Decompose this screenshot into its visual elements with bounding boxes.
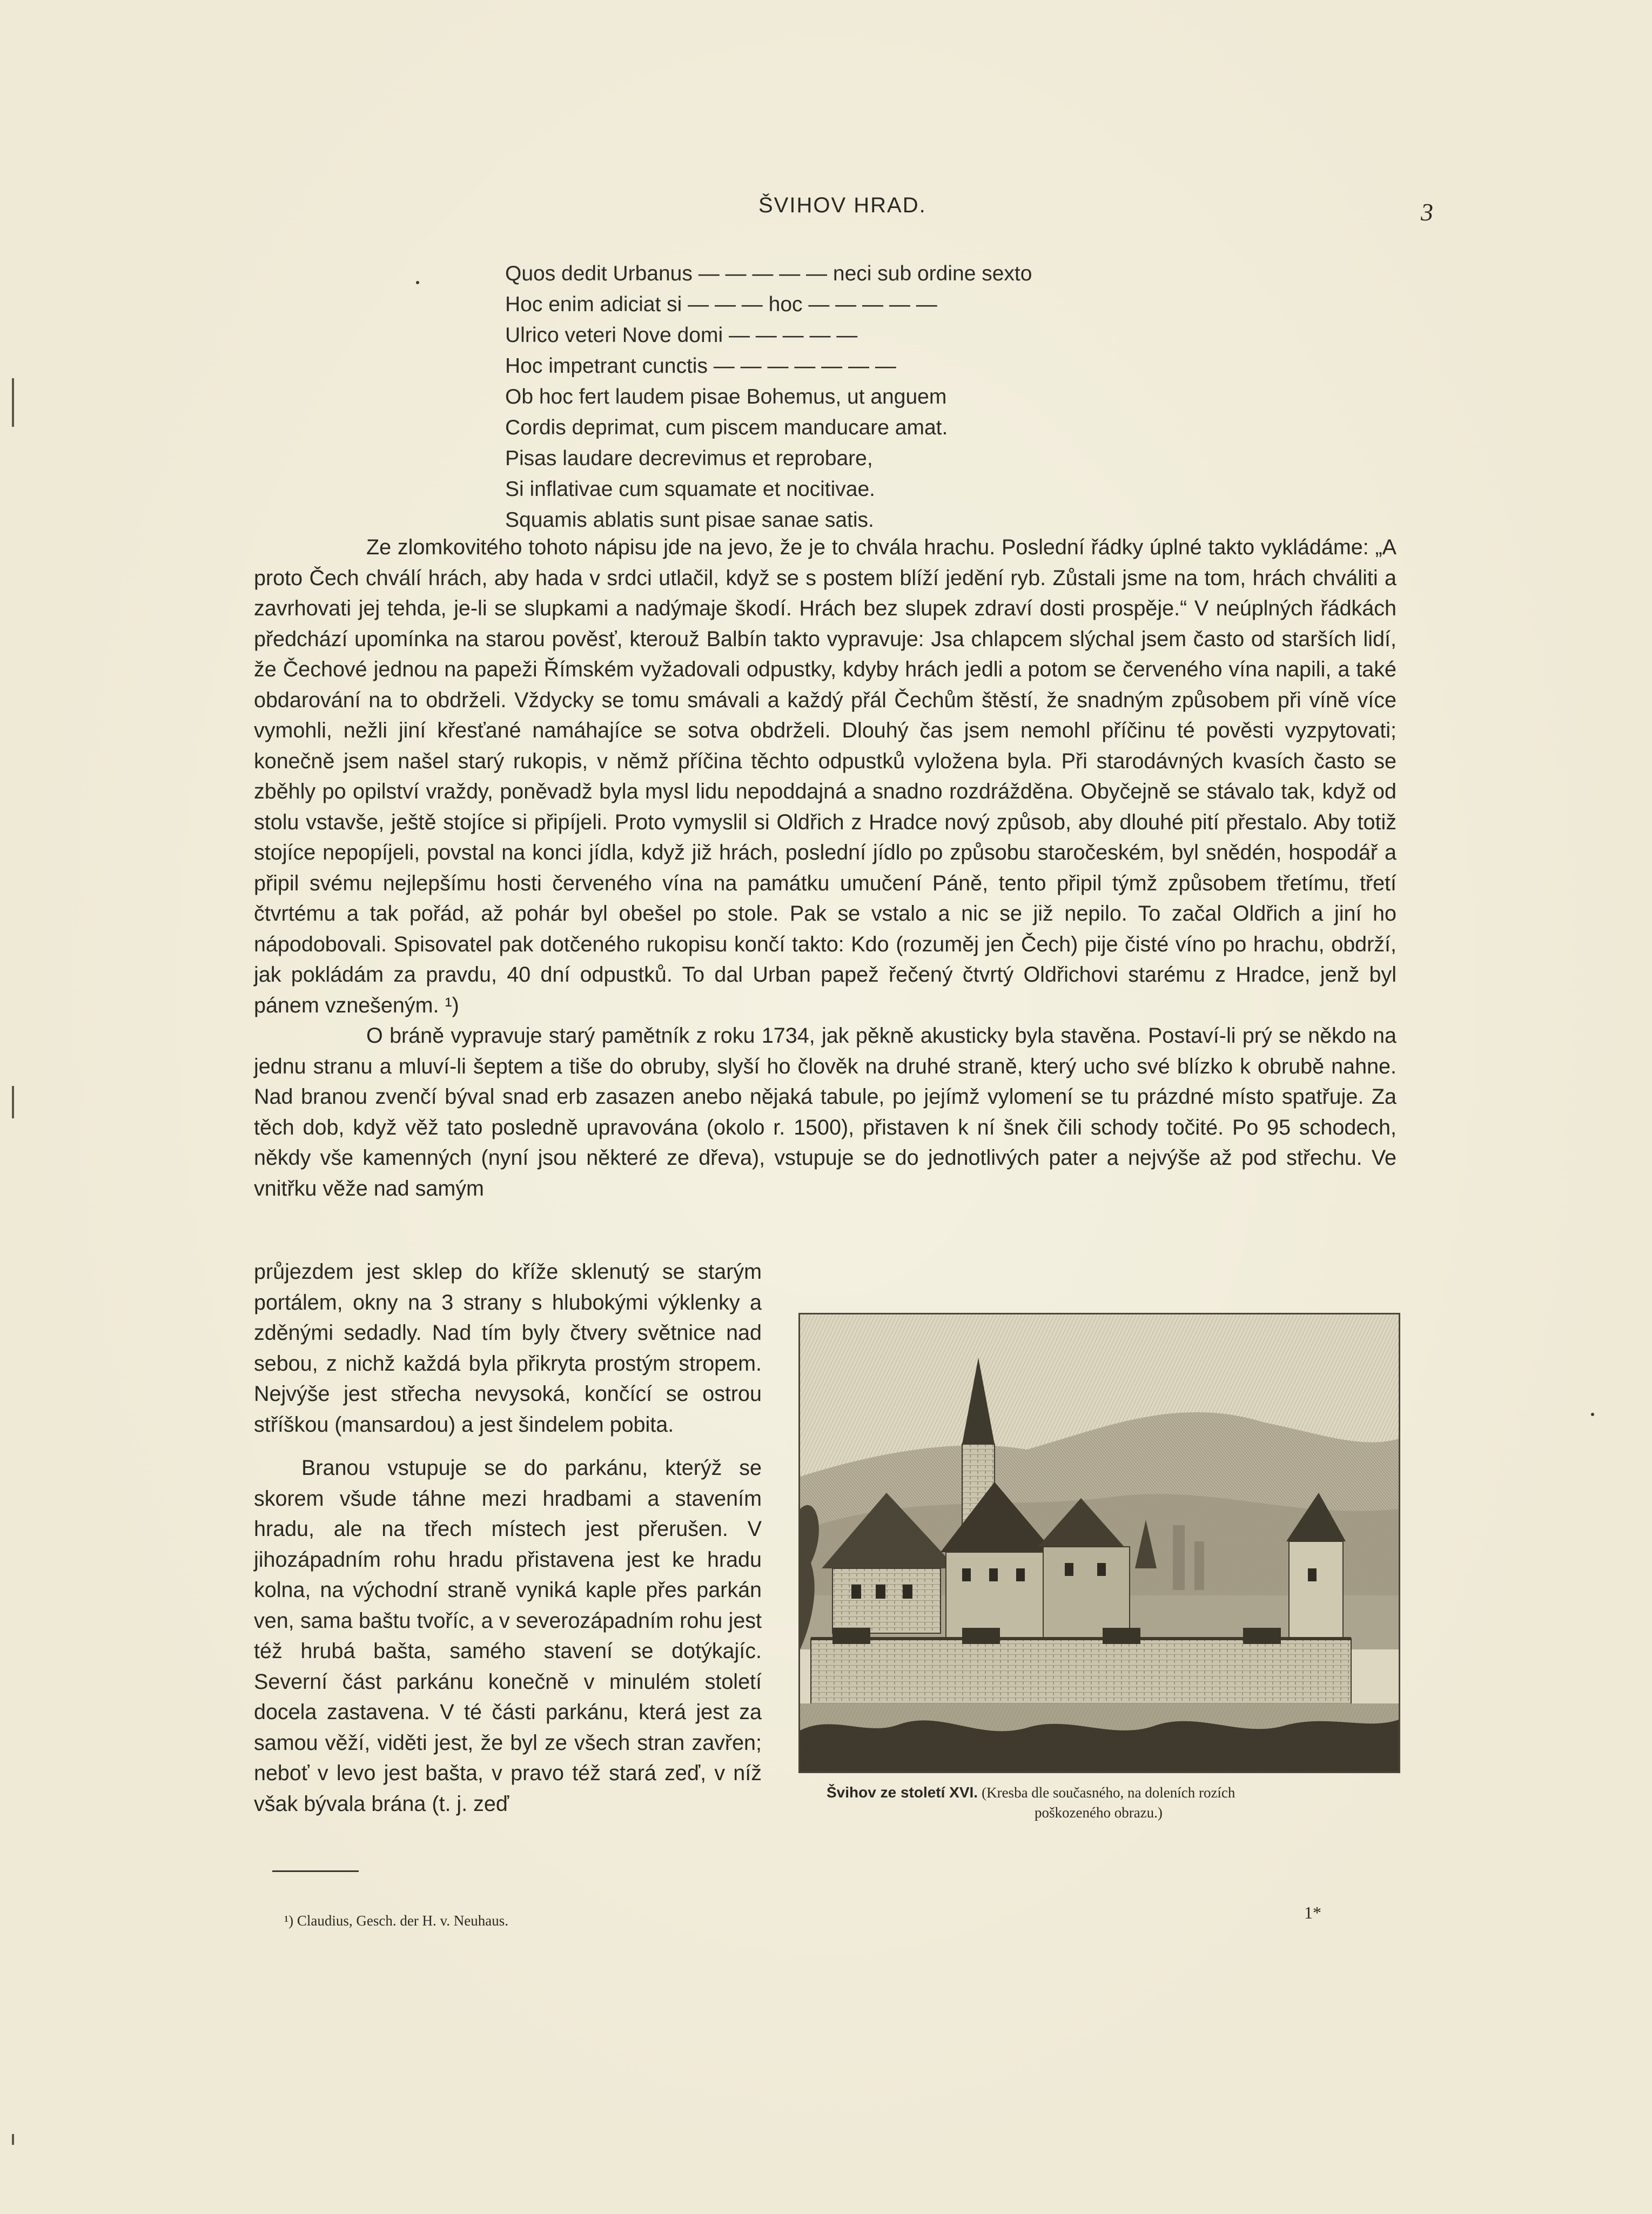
verse-line: Ob hoc fert laudem pisae Bohemus, ut anguem [505,385,947,408]
verse-line: Ulrico veteri Nove domi — — — — — [505,324,858,347]
castle-engraving [798,1313,1400,1773]
verse-line: Quos dedit Urbanus — — — — — neci sub ordine sexto [505,262,1032,285]
figure-caption [827,1783,1399,1822]
castle-engraving-image [800,1314,1399,1772]
verse-line: Si inflativae cum squamate et nocitivae. [505,478,876,501]
paragraph-pea-legend: Ze zlomkovitého tohoto nápisu jde na jevo, že je to chvála hrachu. Poslední řádky úplné takto vykládáme: „A proto Čech chválí hrách, aby hada v srdci utlačil, když se s postem blíží jedění ryb. Zůstali jsme na tom, hrách chváliti a zavrhovati jej tehda, je-li se slupkami a nadýmaje škodí. Hrách bez slupek zdraví dosti prospěje.“ V neúplných řádkách předchází upomínka na starou pověsť, kterouž Balbín takto vypravuje: Jsa chlapcem slýchal jsem často od starších lidí, že Čechové jednou na papeži Římském vyžadovali odpustky, kdyby hrách jedli a potom se červeného vína napili, a také obdarování na to obdrželi. Vždycky se tomu smávali a každý přál Čechům štěstí, že snadným způsobem při víně více vymohli, nežli jiní křesťané namáhajíce se sotva obdrželi. Dlouhý čas jsem nemohl příčinu té pověsti vyzpytovati; konečně jsem našel starý rukopis, v němž příčina těchto odpustků vyložena byla. Při starodávných kvasích často se zběhly po opilství vraždy, poněvadž byla mysl lidu nepoddajná a snadno rozdrážděna. Obyčejně se stávalo tak, když od stolu vstavše, ještě stojíce si připíjeli. Proto vymyslil si Oldřich z Hradce nový způsob, aby dlouhé pití přestalo. Aby totiž stojíce nepopíjeli, povstal na konci jídla, když již hrách, poslední jídlo po způsobu staročeském, byl snědén, hospodář a připil svému nejlepšímu hosti červeného vína na památku umučení Páně, tento připil týmž způsobem třetímu, třetí čtvrtému a tak pořád, až pohár byl obešel po stole. Pak se vstalo a nic se již nepilo. To začal Oldřich a jiní ho nápodobovali. Spisovatel pak dotčeného rukopisu končí takto: Kdo (rozuměj jen Čech) pije čisté víno po hrachu, obdrží, jak pokládám za pravdu, 40 dní odpustků. To dal Urban papež řečený čtvrtý Oldřichovi starému z Hradce, jenž byl pánem vznešeným. ¹) [254,535,1396,1017]
caption-note-continued: poškozeného obrazu.) [1035,1804,1163,1821]
verse-line: Hoc enim adiciat si — — — hoc — — — — — [505,293,937,316]
binding-mark [12,2134,14,2145]
binding-mark [12,1086,14,1118]
sheet-signature: 1* [1304,1903,1321,1922]
latin-verse [505,258,1032,535]
running-head: ŠVIHOV HRAD. [758,193,926,217]
footnote-divider [272,1870,359,1872]
paragraph-parkan: Branou vstupuje se do parkánu, kterýž se skorem všude táhne mezi hradbami a stavením hradu, ale na třech místech jest přerušen. V jihozápadním rohu hradu přistavena jest ke hradu kolna, na východní straně vyniká kaple přes parkán ven, sama baštu tvoříc, a v severozápadním rohu jest též hrubá bašta, samého stavení se dotýkajíc. Severní část parkánu konečně v minulém století docela zastavena. V té části parkánu, která jest za samou věží, viděti jest, že byl ze všech stran zavřen; neboť v levo jest bašta, v pravo též stará zeď, v níž však bývala brána (t. j. zeď [254,1456,762,1816]
verse-line: Squamis ablatis sunt pisae sanae satis. [505,508,874,532]
verse-line: Hoc impetrant cunctis — — — — — — — [505,354,896,378]
caption-title: Švihov ze století XVI. [827,1784,978,1801]
caption-note: (Kresba dle současného, na doleních rozích [982,1784,1235,1801]
verse-line: Pisas laudare decrevimus et reprobare, [505,447,873,470]
print-speck [1591,1413,1594,1416]
page-number: 3 [1421,198,1433,226]
paragraph-tower-interior: průjezdem jest sklep do kříže sklenutý se starým portálem, okny na 3 strany s hlubokými výklenky a zděnými sedadly. Nad tím byly čtvery světnice nad sebou, z nichž každá byla přikryta prostým stropem. Nejvýše jest střecha nevysoká, končící se ostrou stříškou (mansardou) a jest šindelem pobita. [254,1260,762,1437]
main-text [254,532,1396,1204]
print-speck [416,281,419,284]
binding-mark [12,378,14,427]
paragraph-gate: O bráně vypravuje starý pamětník z roku 1734, jak pěkně akusticky byla stavěna. Postaví-li prý se někdo na jednu stranu a mluví-li šeptem a tiše do obruby, slyší ho člověk na druhé straně, který ucho své blízko k obrubě nahne. Nad branou zvenčí býval snad erb zasazen anebo nějaká tabule, po jejímž vylomení se tu prázdné místo spatřuje. Za těch dob, když věž tato posledně upravována (okolo r. 1500), přistaven k ní šnek čili schody točité. Po 95 schodech, někdy vše kamenných (nyní jsou některé ze dřeva), vstupuje se do jednotlivých pater a nejvýše až pod střechu. Ve vnitřku věže nad samým [254,1024,1396,1200]
verse-line: Cordis deprimat, cum piscem manducare amat. [505,416,948,439]
column-text [254,1257,762,1819]
footnote: ¹) Claudius, Gesch. der H. v. Neuhaus. [284,1913,509,1929]
